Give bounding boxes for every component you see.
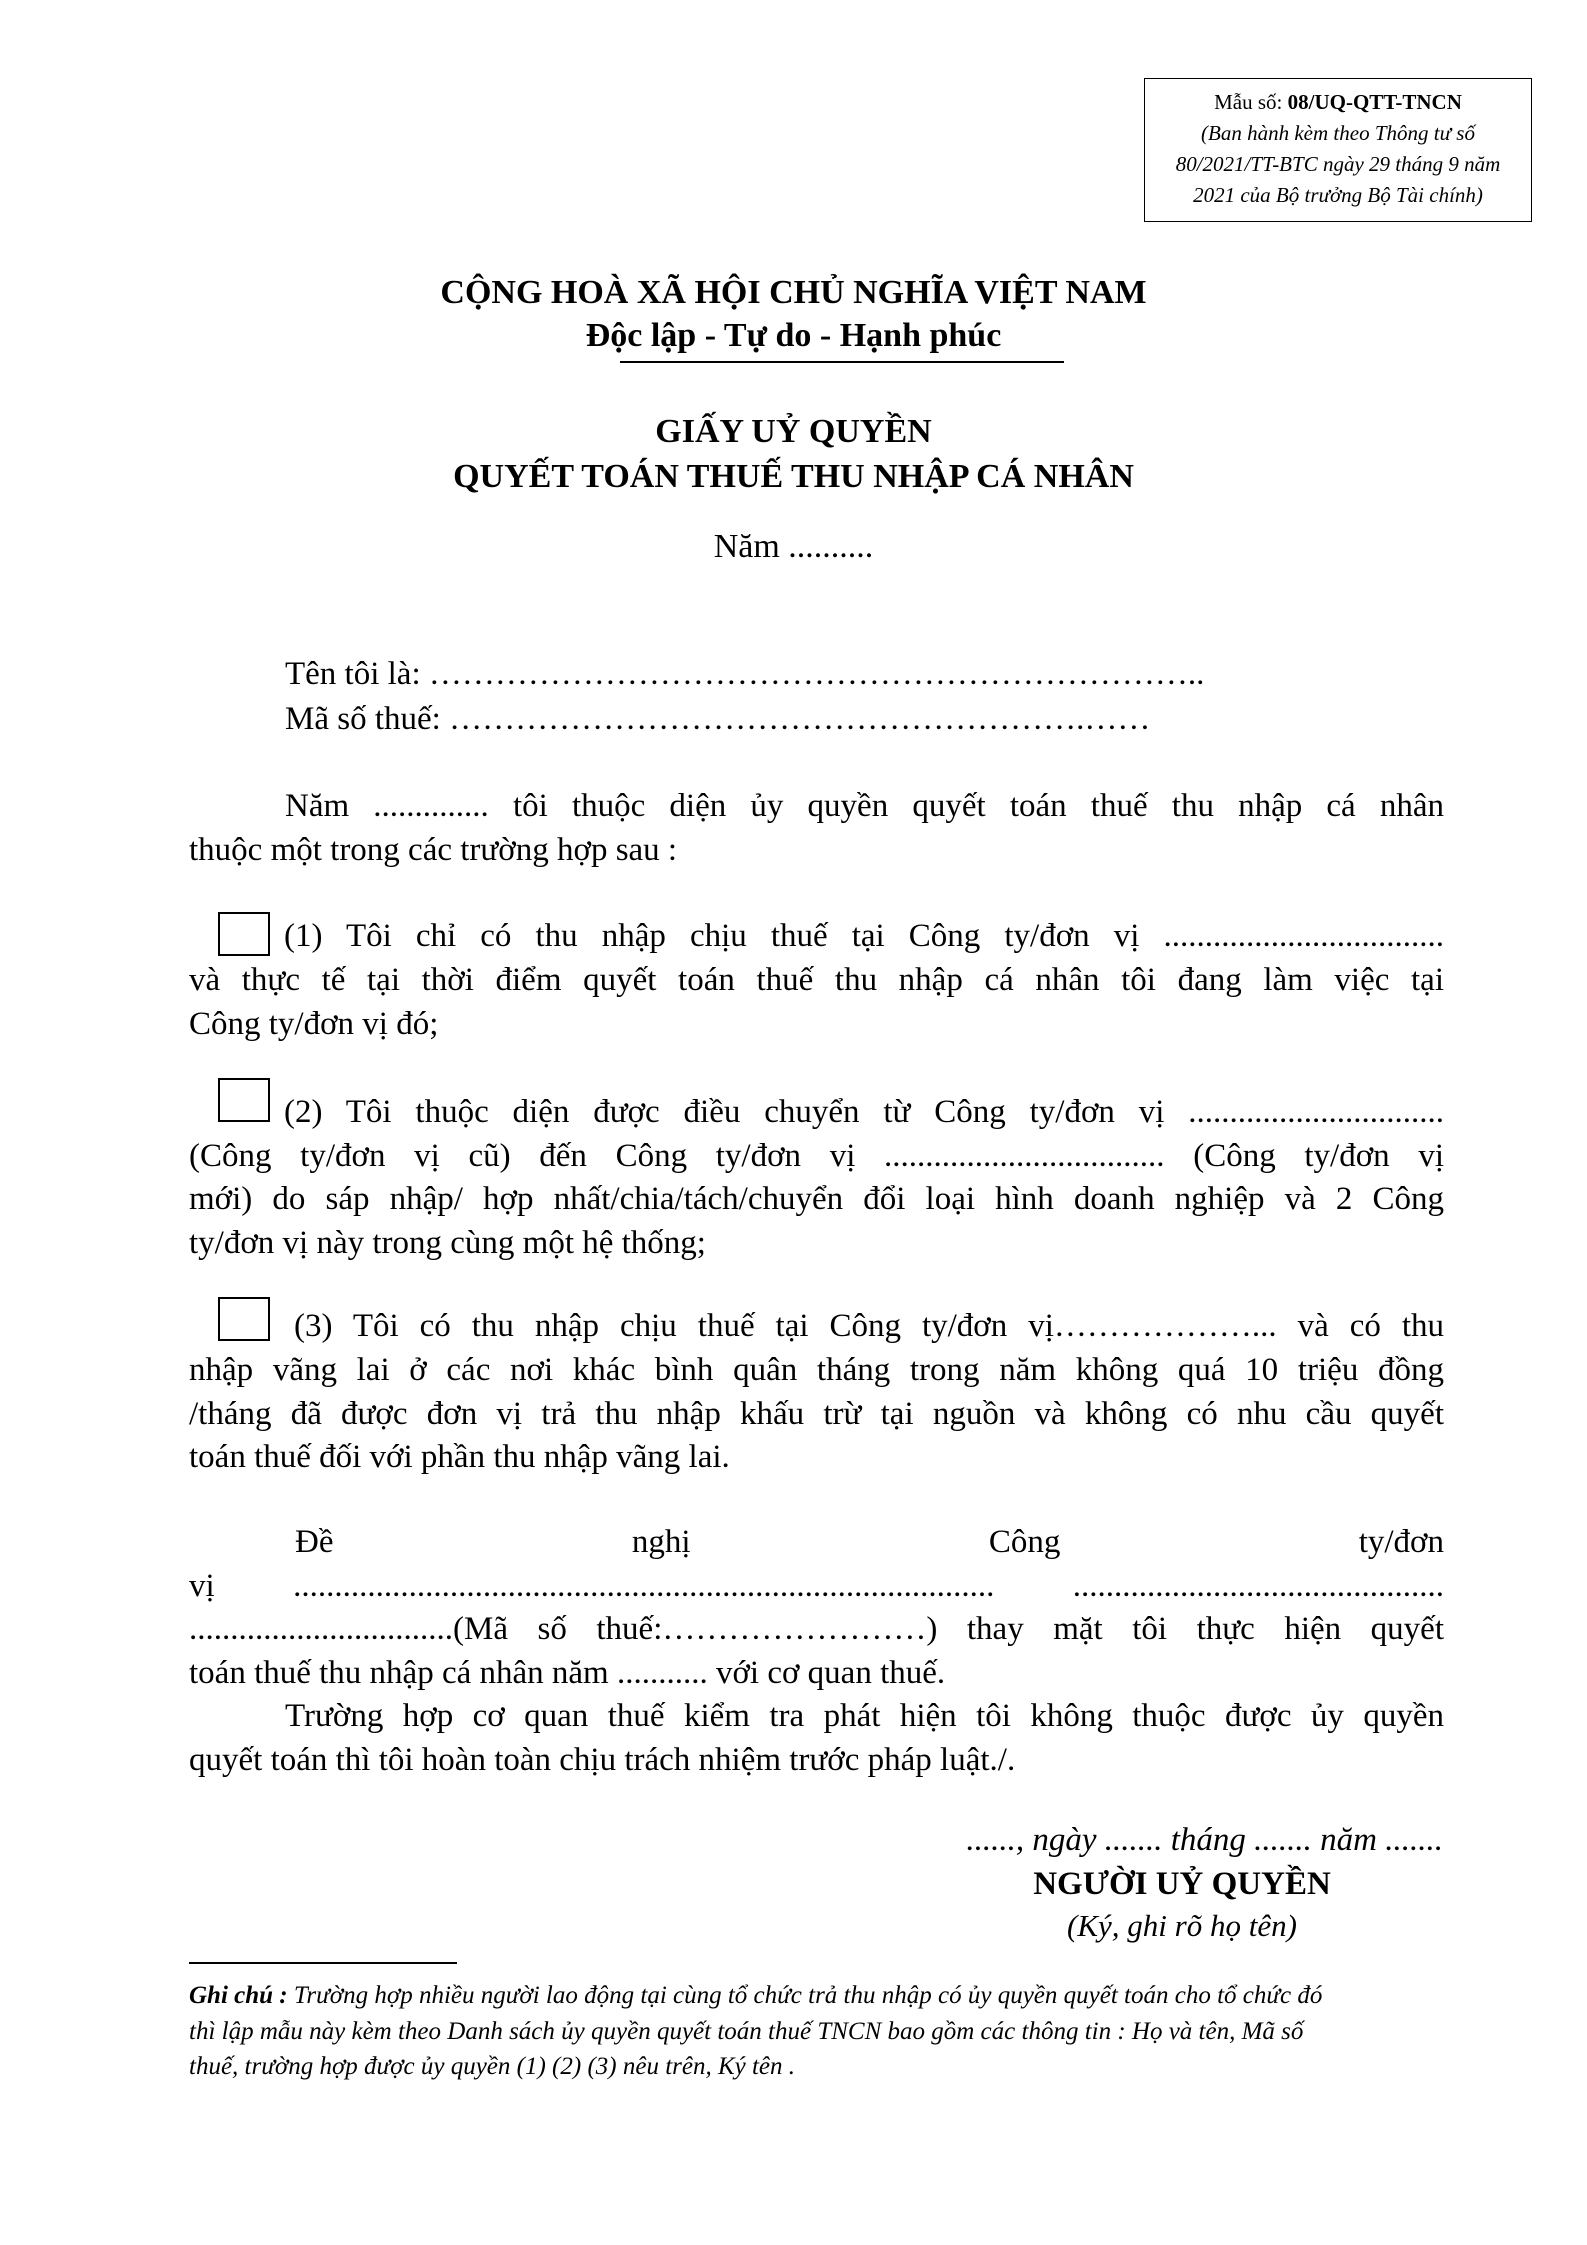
option-3-checkbox[interactable] [218, 1297, 270, 1341]
document-title: GIẤY UỶ QUYỀN [655, 413, 932, 450]
request-line-1 [295, 1520, 1444, 1564]
option-2-line-4: ty/đơn vị này trong cùng một hệ thống; [189, 1225, 706, 1261]
motto-heading: Độc lập - Tự do - Hạnh phúc [585, 317, 1002, 354]
option-3-line-3: /tháng đã được đơn vị trả thu nhập khấu trừ tại nguồn và không có nhu cầu quyết [189, 1396, 1444, 1432]
option-2-line-3: mới) do sáp nhập/ hợp nhất/chia/tách/chuyển đổi loại hình doanh nghiệp và 2 Công [189, 1181, 1444, 1217]
footnote-rule [189, 1962, 457, 1964]
option-1-line-3: Công ty/đơn vị đó; [189, 1006, 439, 1042]
option-3-line-1: (3) Tôi có thu nhập chịu thuế tại Công ty/đơn vị………………... và có thu [294, 1308, 1444, 1344]
tax-code-field[interactable]: Mã số thuế: ………………………………………………….…… [285, 701, 1151, 737]
footnote-line-2: thì lập mẫu này kèm theo Danh sách ủy quyền quyết toán thuế TNCN bao gồm các thông tin : Họ và tên, Mã số [189, 2018, 1304, 2045]
footnote-label: Ghi chú : [189, 1982, 288, 2009]
intro-line-2: thuộc một trong các trường hợp sau : [189, 832, 678, 868]
form-reference-line-3: 2021 của Bộ trưởng Bộ Tài chính) [1193, 183, 1483, 207]
option-1-line-1: (1) Tôi chỉ có thu nhập chịu thuế tại Công ty/đơn vị .................................. [284, 918, 1444, 954]
signature-date: ......, ngày ....... tháng ....... năm ....... [966, 1822, 1443, 1858]
option-2-checkbox[interactable] [218, 1078, 270, 1122]
request-line-2[interactable]: vị ..................................................................................... ............................................. [189, 1568, 1444, 1604]
signature-instruction: (Ký, ghi rõ họ tên) [1067, 1908, 1297, 1943]
nation-heading: CỘNG HOÀ XÃ HỘI CHỦ NGHĨA VIỆT NAM [440, 274, 1147, 311]
request-line-1-text: Đề nghị Công ty/đơn [295, 1524, 1444, 1560]
option-3-line-2: nhập vãng lai ở các nơi khác bình quân tháng trong năm không quá 10 triệu đồng [189, 1352, 1444, 1388]
document-year: Năm .......... [713, 528, 874, 565]
form-number-code: 08/UQ-QTT-TNCN [1287, 90, 1462, 114]
footnote-line-3: thuế, trường hợp được ủy quyền (1) (2) (3) nêu trên, Ký tên . [189, 2053, 796, 2080]
signature-role: NGƯỜI UỶ QUYỀN [1033, 1866, 1331, 1902]
option-3-line-4: toán thuế đối với phần thu nhập vãng lai. [189, 1439, 730, 1475]
liability-line-1: Trường hợp cơ quan thuế kiểm tra phát hiện tôi không thuộc được ủy quyền [285, 1698, 1444, 1734]
name-field[interactable]: Tên tôi là: …………………………………………………………….. [285, 656, 1205, 692]
option-1-line-2: và thực tế tại thời điểm quyết toán thuế thu nhập cá nhân tôi đang làm việc tại [189, 962, 1444, 998]
request-line-4: toán thuế thu nhập cá nhân năm ........... với cơ quan thuế. [189, 1655, 946, 1691]
document-subtitle: QUYẾT TOÁN THUẾ THU NHẬP CÁ NHÂN [453, 458, 1134, 495]
form-number-line [1145, 87, 1531, 118]
option-2-line-2: (Công ty/đơn vị cũ) đến Công ty/đơn vị .................................. (Công ty/đơn vị [189, 1138, 1444, 1174]
request-line-3: ................................(Mã số thuế:……………………) thay mặt tôi thực hiện quyết [189, 1611, 1444, 1647]
option-1-checkbox[interactable] [218, 912, 270, 956]
form-reference-line-2: 80/2021/TT-BTC ngày 29 tháng 9 năm [1175, 152, 1501, 176]
form-number-box [1144, 78, 1532, 222]
intro-line-1: Năm .............. tôi thuộc diện ủy quyền quyết toán thuế thu nhập cá nhân [285, 788, 1444, 824]
footnote-line-1 [189, 1978, 1322, 2013]
form-reference-line-1: (Ban hành kèm theo Thông tư số [1201, 121, 1475, 145]
form-number-label: Mẫu số: [1214, 90, 1288, 114]
option-2-line-1: (2) Tôi thuộc diện được điều chuyển từ Công ty/đơn vị ............................... [284, 1094, 1444, 1130]
motto-underline [620, 361, 1064, 363]
footnote-line-1-text: Trường hợp nhiều người lao động tại cùng tổ chức trả thu nhập có ủy quyền quyết toán cho tổ chức đó [287, 1982, 1323, 2009]
liability-line-2: quyết toán thì tôi hoàn toàn chịu trách nhiệm trước pháp luật./. [189, 1742, 1016, 1778]
